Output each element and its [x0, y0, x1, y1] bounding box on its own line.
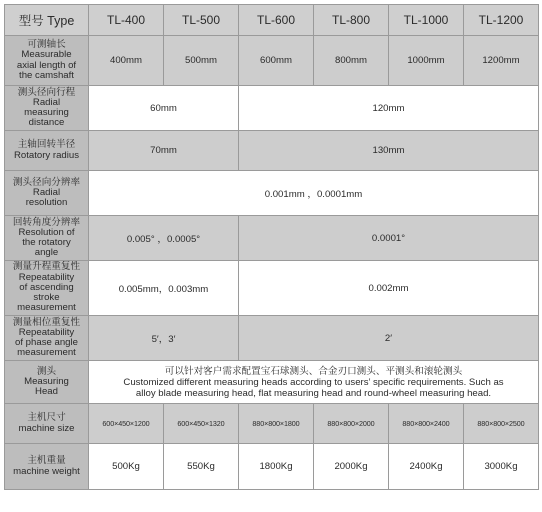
- spec-table: [4, 4, 539, 490]
- cell-axial-length: 1000mm: [389, 36, 464, 86]
- cell-radial-distance: 120mm: [239, 86, 539, 131]
- cell-angle-resolution: 0.005° ，0.0005°: [89, 216, 239, 261]
- cell-rotatory-radius: 130mm: [239, 131, 539, 171]
- cell-axial-length: 1200mm: [464, 36, 539, 86]
- cell-machine-weight: 2000Kg: [314, 444, 389, 490]
- cell-axial-length: 800mm: [314, 36, 389, 86]
- model-header: TL-1000: [389, 5, 464, 36]
- spec-table-container: [4, 4, 538, 490]
- row-phase-repeatability: [5, 316, 539, 361]
- row-machine-size: [5, 404, 539, 444]
- row-machine-weight: [5, 444, 539, 490]
- note-chinese: 可以针对客户需求配置宝石球测头、合金刃口测头、平测头和滚轮测头: [164, 365, 463, 377]
- cell-angle-resolution: 0.0001°: [239, 216, 539, 261]
- cell-axial-length: 500mm: [164, 36, 239, 86]
- cell-radial-distance: 60mm: [89, 86, 239, 131]
- type-header: 型号 Type: [5, 5, 89, 36]
- model-header: TL-1200: [464, 5, 539, 36]
- row-radial-resolution: [5, 171, 539, 216]
- cell-machine-weight: 1800Kg: [239, 444, 314, 490]
- note-english: Customized different measuring heads according to users’ specific requirements. Such as: [123, 376, 504, 388]
- model-header: TL-800: [314, 5, 389, 36]
- row-label-rotatory-radius: 主轴回转半径 Rotatory radius: [5, 131, 89, 171]
- row-measuring-head: [5, 361, 539, 404]
- cell-machine-size: 600×450×1200: [89, 404, 164, 444]
- row-label-stroke-repeatability: 测量升程重复性 Repeatability of ascending stroke measurement: [5, 261, 89, 316]
- row-label-angle-resolution: 回转角度分辨率 Resolution of the rotatory angle: [5, 216, 89, 261]
- cell-machine-size: 880×800×2500: [464, 404, 539, 444]
- cell-machine-size: 880×800×2400: [389, 404, 464, 444]
- cell-rotatory-radius: 70mm: [89, 131, 239, 171]
- row-label-radial-distance: 测头径向行程 Radial measuring distance: [5, 86, 89, 131]
- cell-machine-weight: 2400Kg: [389, 444, 464, 490]
- row-label-phase-repeatability: 测量相位重复性 Repeatability of phase angle measurement: [5, 316, 89, 361]
- cell-stroke-repeatability: 0.002mm: [239, 261, 539, 316]
- cell-stroke-repeatability: 0.005mm，0.003mm: [89, 261, 239, 316]
- row-label-axial-length: 可测轴长 Measurable axial length of the camshaft: [5, 36, 89, 86]
- row-radial-distance: [5, 86, 539, 131]
- model-header: TL-600: [239, 5, 314, 36]
- model-header: TL-500: [164, 5, 239, 36]
- note-english: alloy blade measuring head, flat measuring head and round-wheel measuring head.: [135, 387, 492, 399]
- cell-axial-length: 600mm: [239, 36, 314, 86]
- row-rotatory-radius: [5, 131, 539, 171]
- row-stroke-repeatability: [5, 261, 539, 316]
- cell-machine-weight: 500Kg: [89, 444, 164, 490]
- cell-machine-size: 880×800×1800: [239, 404, 314, 444]
- row-label-radial-resolution: 测头径向分辨率 Radial resolution: [5, 171, 89, 216]
- row-axial-length: [5, 36, 539, 86]
- row-label-machine-weight: 主机重量 machine weight: [5, 444, 89, 490]
- cell-phase-repeatability: 5′，3′: [89, 316, 239, 361]
- header-row: [5, 5, 539, 36]
- cell-measuring-head-note: [89, 361, 539, 404]
- cell-machine-size: 880×800×2000: [314, 404, 389, 444]
- row-label-measuring-head: 测头 Measuring Head: [5, 361, 89, 404]
- row-label-machine-size: 主机尺寸 machine size: [5, 404, 89, 444]
- cell-machine-size: 600×450×1320: [164, 404, 239, 444]
- cell-phase-repeatability: 2′: [239, 316, 539, 361]
- cell-axial-length: 400mm: [89, 36, 164, 86]
- row-angle-resolution: [5, 216, 539, 261]
- cell-machine-weight: 550Kg: [164, 444, 239, 490]
- cell-machine-weight: 3000Kg: [464, 444, 539, 490]
- model-header: TL-400: [89, 5, 164, 36]
- cell-radial-resolution: 0.001mm ，0.0001mm: [89, 171, 539, 216]
